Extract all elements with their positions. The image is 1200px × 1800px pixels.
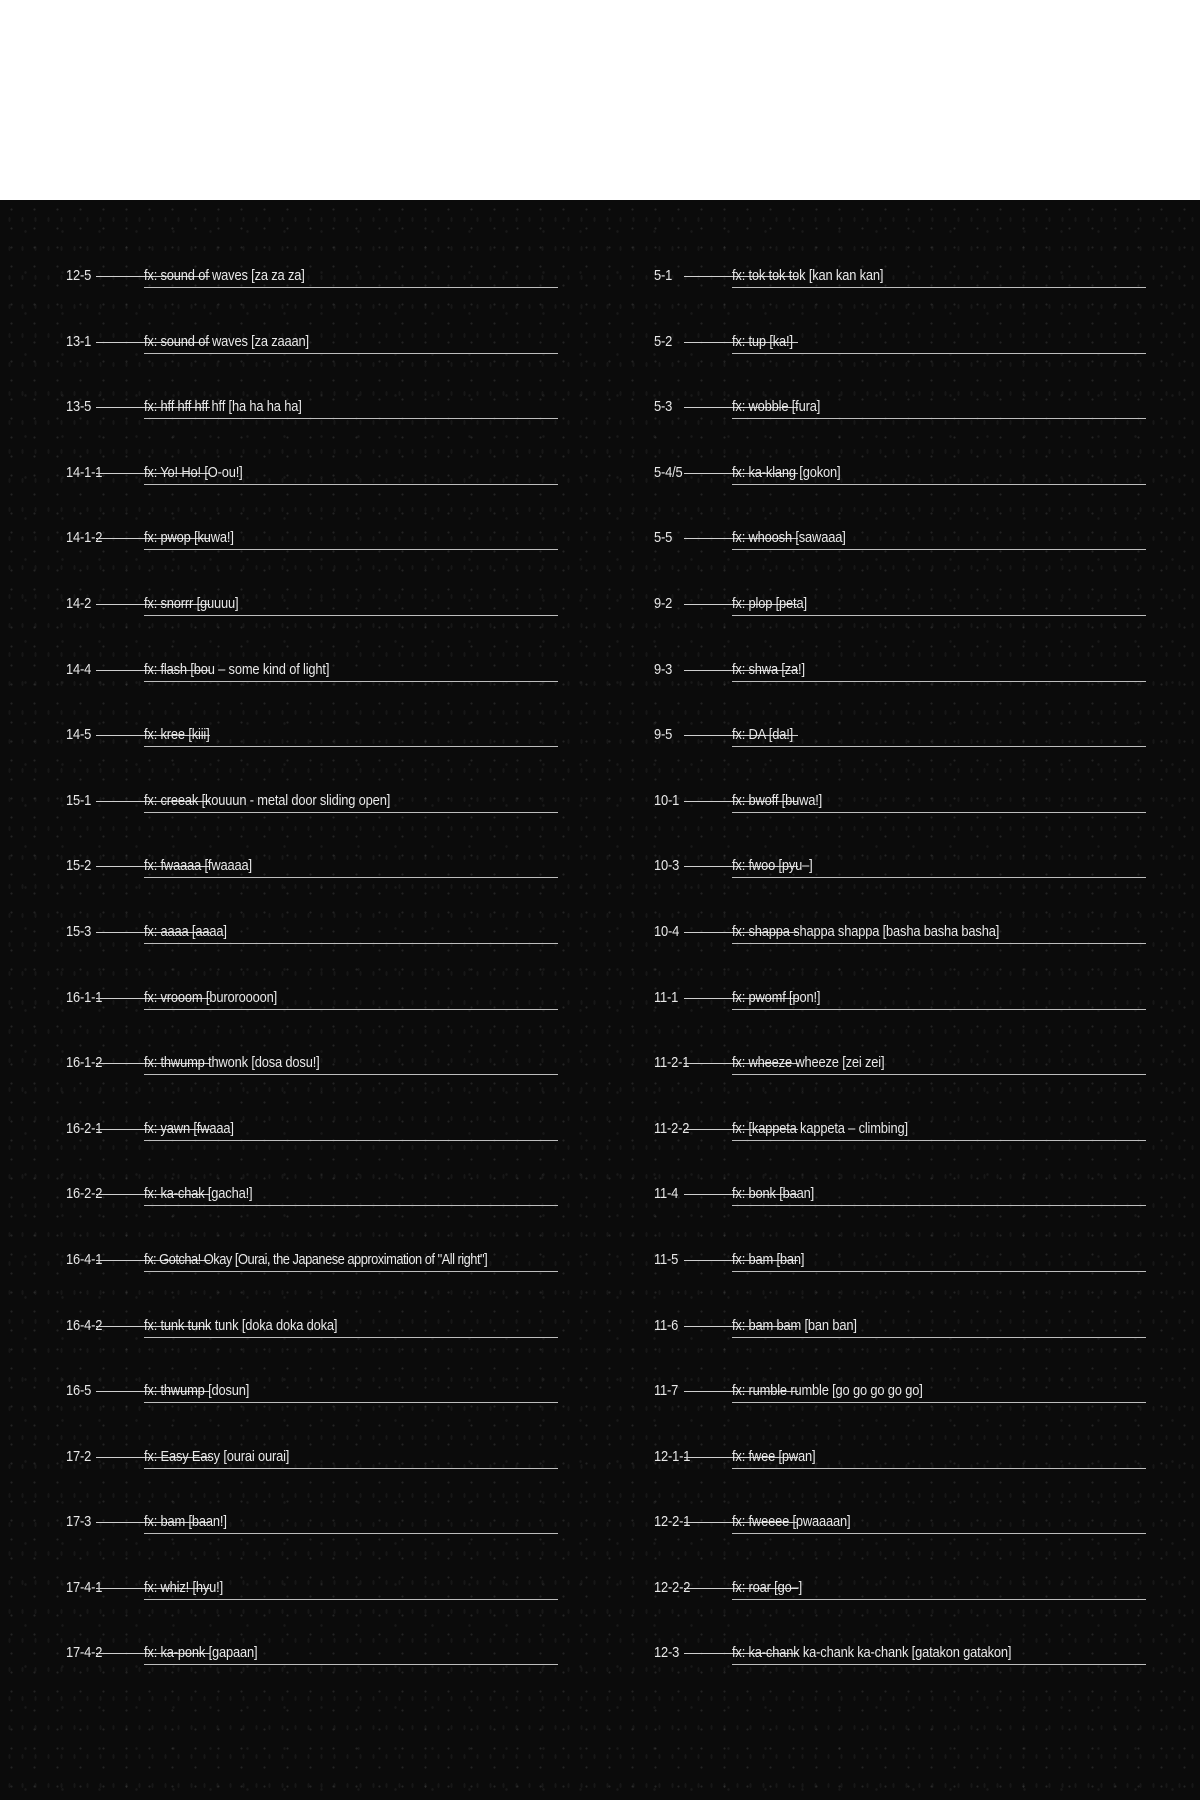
entry-underline: [732, 1271, 1146, 1272]
page-panel-ref: 13-1: [66, 332, 92, 350]
page-panel-ref: 14-1-1: [66, 463, 103, 481]
page-panel-ref: 5-4/5: [654, 463, 683, 481]
entry-underline: [732, 1402, 1146, 1403]
page-panel-ref: 10-4: [654, 922, 680, 940]
entry-underline: [144, 549, 558, 550]
sfx-entry: [66, 397, 566, 463]
sfx-entry: [66, 528, 566, 594]
sfx-entry: [66, 594, 566, 660]
entry-underline: [732, 1664, 1146, 1665]
entry-underline: [732, 418, 1146, 419]
page-panel-ref: 16-5: [66, 1382, 92, 1400]
sfx-translation: fx: whoosh [sawaaa]: [732, 529, 846, 547]
entry-underline: [732, 746, 1146, 747]
page-panel-ref: 14-4: [66, 660, 92, 678]
sfx-translation: fx: Easy Easy [ourai ourai]: [144, 1447, 290, 1465]
page-panel-ref: 17-4-2: [66, 1644, 103, 1662]
page-panel-ref: 17-2: [66, 1447, 92, 1465]
page-panel-ref: 9-2: [654, 594, 673, 612]
page-panel-ref: 12-3: [654, 1644, 680, 1662]
sfx-translation: fx: Yo! Ho! [O-ou!]: [144, 463, 243, 481]
entry-underline: [732, 877, 1146, 878]
sfx-entry: [66, 856, 566, 922]
page-panel-ref: 11-5: [654, 1250, 679, 1268]
page-panel-ref: 16-1-2: [66, 1054, 103, 1072]
sfx-translation: fx: hff hff hff hff [ha ha ha ha]: [144, 398, 302, 416]
page-panel-ref: 14-5: [66, 726, 92, 744]
page-panel-ref: 16-4-2: [66, 1316, 103, 1334]
sfx-entry: [66, 1316, 566, 1382]
page-panel-ref: 11-2-1: [654, 1054, 690, 1072]
entry-underline: [732, 1337, 1146, 1338]
page-panel-ref: 15-2: [66, 857, 92, 875]
sfx-entry: [66, 791, 566, 857]
sfx-entry: [654, 1119, 1154, 1185]
sfx-entry: [654, 1316, 1154, 1382]
sfx-entry: [66, 1643, 566, 1709]
sfx-translation: fx: ka-chak [gacha!]: [144, 1185, 253, 1203]
entry-underline: [144, 1271, 558, 1272]
page-panel-ref: 15-3: [66, 922, 92, 940]
sfx-entry: [654, 1578, 1154, 1644]
sfx-translation: fx: fwoo [pyu–]: [732, 857, 813, 875]
page-panel-ref: 17-4-1: [66, 1578, 103, 1596]
entry-underline: [732, 1074, 1146, 1075]
sfx-translation: fx: creeak [kouuun - metal door sliding open]: [144, 791, 391, 809]
entry-underline: [144, 1468, 558, 1469]
entry-underline: [732, 353, 1146, 354]
page-panel-ref: 12-5: [66, 267, 92, 284]
sfx-translation: fx: thwump thwonk [dosa dosu!]: [144, 1054, 320, 1072]
entry-underline: [732, 1599, 1146, 1600]
sfx-entry: [654, 1381, 1154, 1447]
entry-underline: [144, 1337, 558, 1338]
entry-underline: [732, 681, 1146, 682]
sfx-translation: fx: aaaa [aaaa]: [144, 922, 227, 940]
sfx-column-right: [654, 266, 1154, 1709]
page-panel-ref: 12-2-1: [654, 1513, 691, 1531]
sfx-entry: [654, 332, 1154, 398]
page-panel-ref: 9-5: [654, 726, 673, 744]
page-panel-ref: 16-1-1: [66, 988, 103, 1006]
sfx-entry: [654, 1053, 1154, 1119]
page-panel-ref: 11-4: [654, 1185, 679, 1203]
sfx-translation: fx: [kappeta kappeta – climbing]: [732, 1119, 908, 1137]
entry-underline: [144, 353, 558, 354]
page-panel-ref: 10-3: [654, 857, 680, 875]
entry-underline: [144, 943, 558, 944]
entry-underline: [732, 1205, 1146, 1206]
page-panel-ref: 15-1: [66, 791, 92, 809]
sfx-translation: fx: bam bam [ban ban]: [732, 1316, 857, 1334]
page-panel-ref: 11-1: [654, 988, 679, 1006]
entry-underline: [732, 287, 1146, 288]
sfx-translation: fx: fwaaaa [fwaaaa]: [144, 857, 252, 875]
page-panel-ref: 5-3: [654, 398, 673, 416]
page-panel-ref: 16-2-1: [66, 1119, 103, 1137]
sfx-translation: fx: rumble rumble [go go go go go]: [732, 1382, 923, 1400]
sfx-entry: [66, 1053, 566, 1119]
sfx-translation: fx: yawn [fwaaa]: [144, 1119, 234, 1137]
entry-underline: [732, 1533, 1146, 1534]
entry-underline: [732, 1468, 1146, 1469]
entry-underline: [144, 1533, 558, 1534]
sfx-translation: fx: fwee [pwan]: [732, 1447, 816, 1465]
sfx-entry: [654, 988, 1154, 1054]
sfx-translation: fx: vrooom [buroroooon]: [144, 988, 278, 1006]
page-panel-ref: 14-2: [66, 594, 92, 612]
sfx-entry: [654, 1512, 1154, 1578]
sfx-translation: fx: sound of waves [za zaaan]: [144, 332, 309, 350]
sfx-entry: [66, 1119, 566, 1185]
page-panel-ref: 13-5: [66, 398, 92, 416]
page-panel-ref: 9-3: [654, 660, 673, 678]
sfx-entry: [66, 660, 566, 726]
sfx-translation: fx: shappa shappa shappa [basha basha basha]: [732, 922, 1000, 940]
sfx-translation: fx: whiz! [hyu!]: [144, 1578, 223, 1596]
entry-underline: [732, 1140, 1146, 1141]
entry-underline: [144, 1074, 558, 1075]
page-panel-ref: 10-1: [654, 791, 680, 809]
sfx-entry: [654, 463, 1154, 529]
sfx-translation: fx: pwop [kuwa!]: [144, 529, 234, 547]
sfx-translation: fx: ka-ponk [gapaan]: [144, 1644, 258, 1662]
sfx-translation: fx: wobble [fura]: [732, 398, 821, 416]
entry-underline: [732, 1009, 1146, 1010]
sfx-translation: fx: bonk [baan]: [732, 1185, 815, 1203]
sfx-entry: [66, 463, 566, 529]
sfx-entry: [66, 922, 566, 988]
entry-underline: [732, 812, 1146, 813]
sfx-entry: [654, 1250, 1154, 1316]
sfx-translation: fx: tup [ka!]: [732, 332, 793, 350]
entry-underline: [144, 1205, 558, 1206]
sfx-entry: [66, 725, 566, 791]
sfx-entry: [654, 1184, 1154, 1250]
sfx-entry: [66, 1447, 566, 1513]
sfx-translation: fx: flash [bou – some kind of light]: [144, 660, 330, 678]
sfx-column-left: [66, 266, 566, 1709]
sfx-translation: fx: bam [ban]: [732, 1250, 805, 1268]
page-panel-ref: 12-2-2: [654, 1578, 691, 1596]
page-panel-ref: 5-5: [654, 529, 673, 547]
sfx-entry: [66, 332, 566, 398]
sfx-entry: [654, 856, 1154, 922]
page-panel-ref: 16-4-1: [66, 1250, 103, 1268]
sfx-translation: fx: ka-klang [gokon]: [732, 463, 841, 481]
entry-underline: [732, 549, 1146, 550]
page-panel-ref: 5-2: [654, 332, 673, 350]
sfx-entry: [654, 1447, 1154, 1513]
sfx-entry: [66, 988, 566, 1054]
sfx-translation: fx: bwoff [buwa!]: [732, 791, 823, 809]
page-panel-ref: 11-7: [654, 1382, 679, 1400]
entry-underline: [144, 615, 558, 616]
sfx-translation: fx: fweeee [pwaaaan]: [732, 1513, 851, 1531]
sfx-translation: fx: wheeze wheeze [zei zei]: [732, 1054, 885, 1072]
sfx-entry: [66, 1250, 566, 1316]
sfx-entry: [654, 266, 1154, 332]
sfx-translation: fx: ka-chank ka-chank ka-chank [gatakon gatakon]: [732, 1644, 1012, 1662]
sfx-entry: [66, 1381, 566, 1447]
page-panel-ref: 11-2-2: [654, 1119, 690, 1137]
entry-underline: [144, 681, 558, 682]
sfx-entry: [654, 397, 1154, 463]
entry-underline: [144, 877, 558, 878]
page-panel-ref: 17-3: [66, 1513, 92, 1531]
sfx-translation: fx: bam [baan!]: [144, 1513, 227, 1531]
sfx-translation: fx: Gotcha! Okay [Ourai, the Japanese approximation of "All right"]: [144, 1250, 488, 1268]
sfx-translation: fx: tunk tunk tunk [doka doka doka]: [144, 1316, 338, 1334]
sfx-translation: fx: DA [da!]: [732, 726, 794, 744]
entry-underline: [732, 484, 1146, 485]
entry-underline: [144, 1664, 558, 1665]
sfx-entry: [66, 1184, 566, 1250]
entry-underline: [144, 1009, 558, 1010]
sfx-translation: fx: pwomf [pon!]: [732, 988, 821, 1006]
sfx-entry: [654, 725, 1154, 791]
entry-underline: [144, 418, 558, 419]
sfx-translation: fx: sound of waves [za za za]: [144, 267, 305, 284]
entry-underline: [144, 287, 558, 288]
page-panel-ref: 12-1-1: [654, 1447, 691, 1465]
page-panel-ref: 5-1: [654, 267, 673, 284]
sfx-entry: [66, 266, 566, 332]
sfx-entry: [654, 922, 1154, 988]
entry-underline: [144, 1599, 558, 1600]
sfx-translation: fx: snorrr [guuuu]: [144, 594, 239, 612]
entry-underline: [144, 812, 558, 813]
sfx-entry: [654, 528, 1154, 594]
sfx-entry: [654, 791, 1154, 857]
sfx-translation: fx: tok tok tok [kan kan kan]: [732, 267, 884, 284]
entry-underline: [144, 1140, 558, 1141]
entry-underline: [144, 484, 558, 485]
sfx-entry: [654, 594, 1154, 660]
sfx-entry: [654, 660, 1154, 726]
entry-underline: [732, 943, 1146, 944]
page-panel-ref: 14-1-2: [66, 529, 103, 547]
page-panel-ref: 11-6: [654, 1316, 679, 1334]
sfx-translation: fx: kree [kiii]: [144, 726, 210, 744]
entry-underline: [144, 746, 558, 747]
top-margin: [0, 0, 1200, 200]
sfx-translation: fx: roar [go–]: [732, 1578, 803, 1596]
page-panel-ref: 16-2-2: [66, 1185, 103, 1203]
sfx-translation: fx: shwa [za!]: [732, 660, 805, 678]
entry-underline: [732, 615, 1146, 616]
sfx-translation: fx: plop [peta]: [732, 594, 807, 612]
sfx-entry: [66, 1578, 566, 1644]
sfx-entry: [654, 1643, 1154, 1709]
entry-underline: [144, 1402, 558, 1403]
sfx-entry: [66, 1512, 566, 1578]
sfx-translation: fx: thwump [dosun]: [144, 1382, 250, 1400]
